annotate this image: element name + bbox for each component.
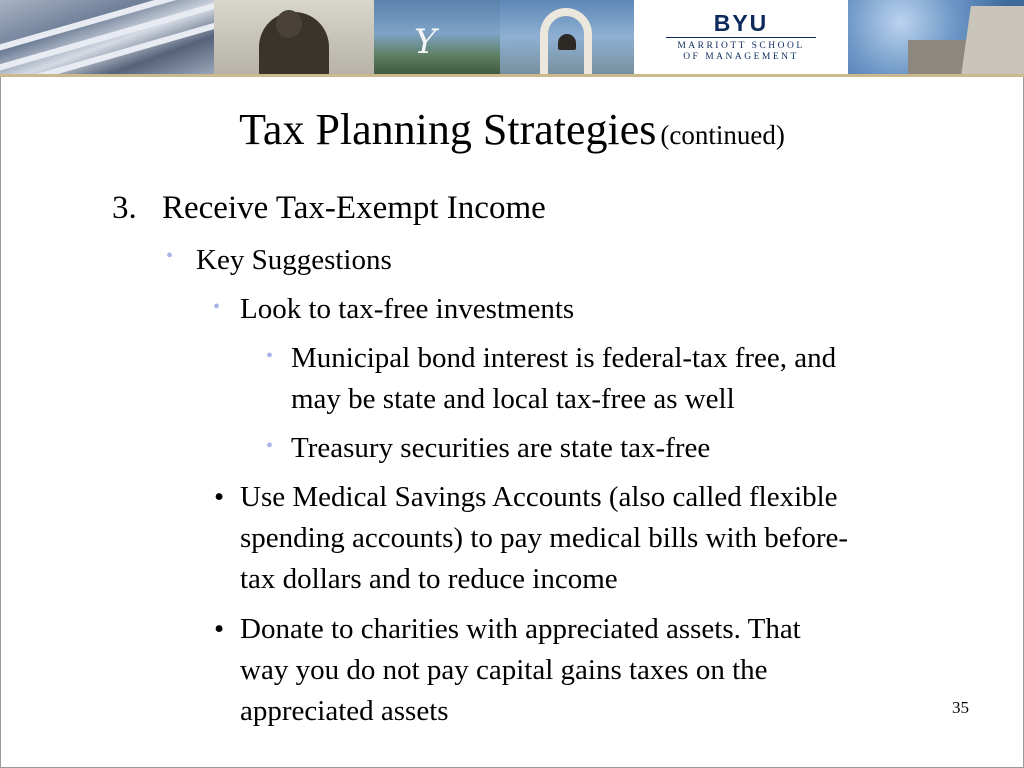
msa-text-line1: Use Medical Savings Accounts (also called flexible [240,481,838,513]
bullet-light-icon: • [266,345,274,367]
donate-text-line2: way you do not pay capital gains taxes on the [240,654,768,686]
treasury-securities-text: Treasury securities are state tax-free [291,432,711,464]
outline-number: 3. [112,190,137,226]
slide-title-main: Tax Planning Strategies [239,105,657,154]
banner-photo-bell-arch [500,0,634,74]
municipal-bond-text-line2: may be state and local tax-free as well [291,383,735,415]
slide-title-sub: (continued) [660,120,785,150]
byu-marriott-logo: BYU MARRIOTT SCHOOL OF MANAGEMENT [634,0,848,74]
banner-photo-campus [848,0,1024,74]
key-suggestions-label: Key Suggestions [196,244,392,276]
bullet-dark-icon: • [214,613,225,645]
outline-heading: Receive Tax-Exempt Income [162,190,546,226]
banner-photo-statue [214,0,374,74]
bullet-light-icon: • [166,245,174,267]
donate-text-line3: appreciated assets [240,695,449,727]
slide-title [0,100,1024,170]
banner-photo-mountain: Y [374,0,500,74]
header-banner [0,0,1024,74]
bullet-light-icon: • [266,435,274,457]
msa-text-line3: tax dollars and to reduce income [240,563,618,595]
bullet-dark-icon: • [214,481,225,513]
tax-free-investments-text: Look to tax-free investments [240,293,575,325]
msa-text-line2: spending accounts) to pay medical bills with before- [240,522,849,554]
page-number: 35 [952,698,969,717]
banner-photo-building [0,0,214,74]
bullet-light-icon: • [213,296,221,318]
banner-divider [0,74,1024,77]
municipal-bond-text-line1: Municipal bond interest is federal-tax free, and [291,342,837,374]
donate-text-line1: Donate to charities with appreciated assets. That [240,613,801,645]
